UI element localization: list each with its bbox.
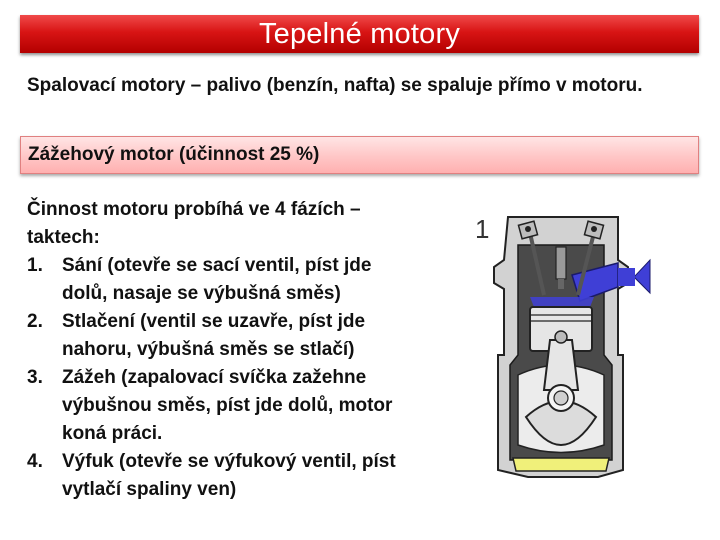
intake-arrow-shaft: [618, 268, 635, 286]
oil-sump: [513, 458, 609, 471]
step-number: 2.: [27, 311, 43, 332]
page-title: Tepelné motory: [258, 17, 461, 50]
steps-list: [27, 252, 407, 504]
section-header-label: Zážehový motor (účinnost 25 %): [28, 144, 320, 165]
fuel-mixture: [530, 297, 594, 307]
title-bar: [20, 15, 699, 53]
step-item: [27, 364, 407, 448]
step-item: [27, 448, 407, 504]
stroke-number-label: 1: [475, 214, 490, 244]
step-text: Stlačení (ventil se uzavře, píst jde nahoru, výbušná směs se stlačí): [62, 311, 366, 360]
engine-cylinder-diagram: [468, 205, 658, 495]
step-number: 1.: [27, 255, 43, 276]
body-text: [27, 196, 407, 504]
connecting-rod: [544, 331, 578, 390]
step-text: Sání (otevře se sací ventil, píst jde dolů, nasaje se výbušná směs): [62, 255, 372, 304]
step-number: 4.: [27, 451, 43, 472]
steps-lead: Činnost motoru probíhá ve 4 fázích – taktech:: [27, 199, 361, 248]
intake-arrow-icon: [634, 260, 650, 293]
engine-svg: [468, 205, 658, 495]
intro-text: Spalovací motory – palivo (benzín, nafta) se spaluje přímo v motoru.: [27, 75, 643, 96]
step-item: [27, 308, 407, 364]
step-text: Zážeh (zapalovací svíčka zažehne výbušnou směs, píst jde dolů, motor koná práci.: [62, 367, 393, 444]
section-header: [20, 136, 699, 174]
step-text: Výfuk (otevře se výfukový ventil, píst vytlačí spaliny ven): [62, 451, 396, 500]
step-number: 3.: [27, 367, 43, 388]
step-item: [27, 252, 407, 308]
